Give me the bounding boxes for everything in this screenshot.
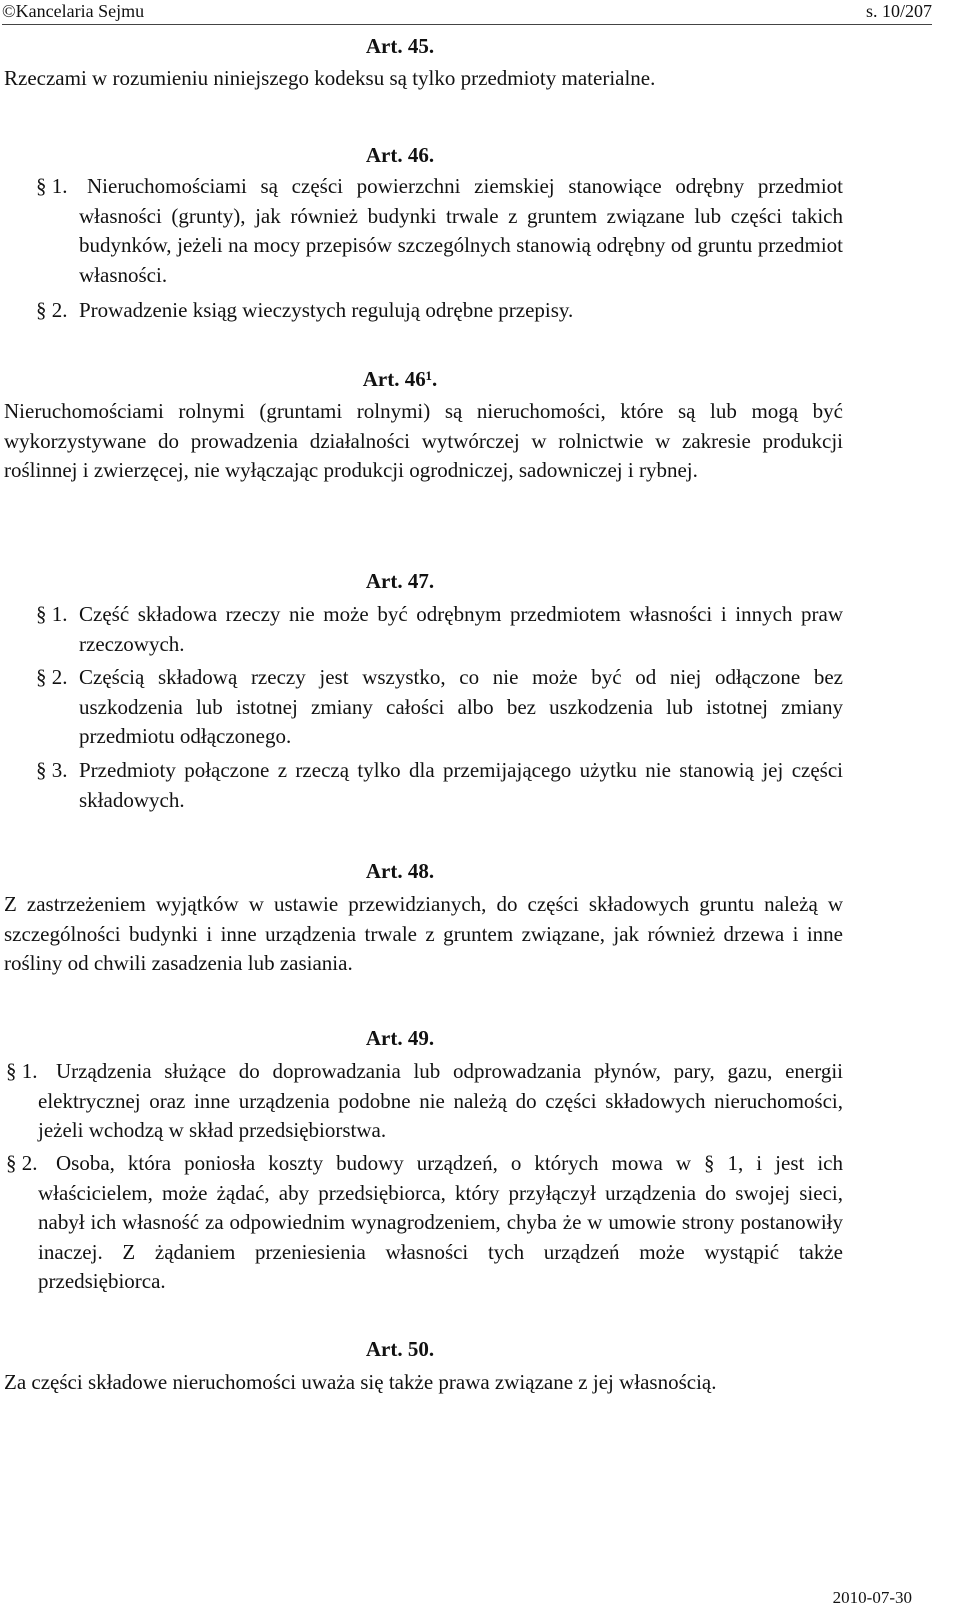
article-48-title: Art. 48. [365,859,435,883]
header-page-number: s. 10/207 [865,1,932,21]
page-header [2,0,932,25]
article-47-para-2-text: Częścią składową rzeczy jest wszystko, co nie może być od niej odłączone bez uszkodzenia lub istotnej zmiany całości albo bez uszkodzenia lub istotnej zmiany przedmiotu odłączonego. [79,665,843,748]
article-47-para-3-number: § 3. [36,758,68,782]
article-46-para-2-text: Prowadzenie ksiąg wieczystych regulują odrębne przepisy. [79,298,574,322]
article-45-text: Rzeczami w rozumieniu niniejszego kodeksu są tylko przedmioty materialne. [4,66,656,90]
article-46-para-1-text: Nieruchomościami są części powierzchni ziemskiej stanowiące odrębny przedmiot własności (grunty), jak również budynki trwale z gruntem związane lub części takich budynków, jeżeli na mocy przepisów szczególnych stanowią odrębny od gruntu przedmiot własności. [79,174,843,287]
article-46-para-2-number: § 2. [36,298,68,322]
article-48-text: Z zastrzeżeniem wyjątków w ustawie przewidzianych, do części składowych gruntu należą w szczególności budynki i inne urządzenia trwale z gruntem związane, jak również drzewa i inne rośliny od chwili zasadzenia lub zasiania. [4,892,843,975]
article-50-title: Art. 50. [365,1337,435,1361]
article-47-title: Art. 47. [365,569,435,593]
article-47-para-3-text: Przedmioty połączone z rzeczą tylko dla przemijającego użytku nie stanowią jej części składowych. [79,758,843,812]
header-source: ©Kancelaria Sejmu [2,1,145,21]
article-49-title: Art. 49. [365,1026,435,1050]
article-47-para-2-number: § 2. [36,665,68,689]
article-46-1-title: Art. 46¹. [362,367,438,391]
footer-date: 2010-07-30 [832,1588,912,1607]
article-49-para-2-number: § 2. [6,1151,38,1175]
article-49-para-1-number: § 1. [6,1059,38,1083]
article-46-1-text: Nieruchomościami rolnymi (gruntami rolnymi) są nieruchomości, które są lub mogą być wykorzystywane do prowadzenia działalności wytwórczej w rolnictwie w zakresie produkcji roślinnej i zwierzęcej, nie wyłączając produkcji ogrodniczej, sadowniczej i rybnej. [4,399,843,482]
article-45-title: Art. 45. [365,34,435,58]
article-50-text: Za części składowe nieruchomości uważa się także prawa związane z jej własnością. [4,1370,717,1394]
article-46-para-1-number: § 1. [36,174,68,198]
article-49-para-1-text: Urządzenia służące do doprowadzania lub odprowadzania płynów, pary, gazu, energii elektrycznej oraz inne urządzenia podobne nie należą do części składowych nieruchomości, jeżeli wchodzą w skład przedsiębiorstwa. [38,1059,843,1142]
article-49-para-2-text: Osoba, która poniosła koszty budowy urządzeń, o których mowa w § 1, i jest ich właścicielem, może żądać, aby przedsiębiorca, który przyłączył urządzenia do swojej sieci, nabył ich własność za odpowiednim wynagrodzeniem, chyba że w umowie strony postanowiły inaczej. Z żądaniem przeniesienia własności tych urządzeń może wystąpić także przedsiębiorca. [38,1151,843,1293]
article-47-para-1-text: Część składowa rzeczy nie może być odrębnym przedmiotem własności i innych praw rzeczowych. [79,602,843,656]
article-46-title: Art. 46. [365,143,435,167]
article-47-para-1-number: § 1. [36,602,68,626]
